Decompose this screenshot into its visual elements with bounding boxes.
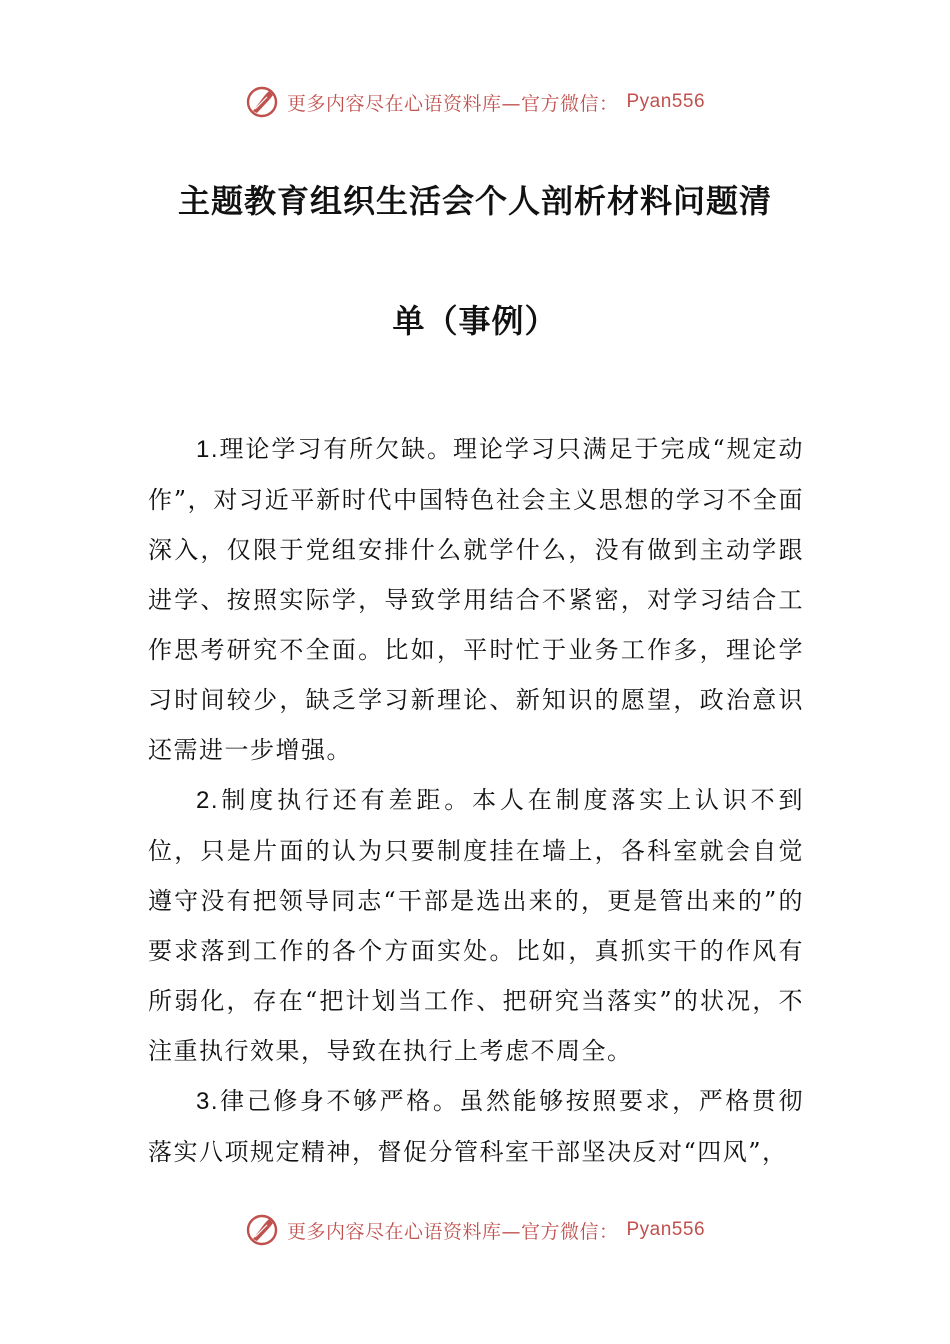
watermark-account: Pyan556 bbox=[626, 91, 706, 112]
paragraph-2 bbox=[148, 775, 804, 1076]
watermark-banner-bottom bbox=[0, 1210, 950, 1250]
pen-nib-circle-icon bbox=[245, 85, 279, 119]
pen-nib-circle-icon bbox=[245, 1213, 279, 1247]
watermark-account: Pyan556 bbox=[626, 1219, 706, 1240]
document-title-line1: 主题教育组织生活会个人剖析材料问题清 bbox=[177, 182, 772, 220]
watermark-banner-top bbox=[0, 82, 950, 122]
paragraph-text: 理论学习有所欠缺。理论学习只满足于完成“规定动作”，对习近平新时代中国特色社会主义思想的学习不全面深入，仅限于党组安排什么就学什么，没有做到主动学跟进学、按照实际学，导致学用结合不紧密，对学习结合工作思考研究不全面。比如，平时忙于业务工作多，理论学习时间较少，缺乏学习新理论、新知识的愿望，政治意识还需进一步增强。 bbox=[148, 435, 804, 764]
watermark-text: 更多内容尽在心语资料库—官方微信： bbox=[286, 1220, 619, 1243]
paragraph-number: 2. bbox=[196, 787, 220, 814]
paragraph-text: 律己修身不够严格。虽然能够按照要求，严格贯彻落实八项规定精神，督促分管科室干部坚决反对“四风”， bbox=[148, 1087, 804, 1166]
paragraph-number: 3. bbox=[196, 1088, 220, 1115]
paragraph-1 bbox=[148, 424, 804, 775]
paragraph-text: 制度执行还有差距。本人在制度落实上认识不到位，只是片面的认为只要制度挂在墙上，各科室就会自觉遵守没有把领导同志“干部是选出来的，更是管出来的”的要求落到工作的各个方面实处。比如，真抓实干的作风有所弱化，存在“把计划当工作、把研究当落实”的状况，不注重执行效果，导致在执行上考虑不周全。 bbox=[148, 786, 804, 1065]
document-body bbox=[148, 424, 804, 1177]
watermark-text: 更多内容尽在心语资料库—官方微信： bbox=[286, 92, 619, 115]
paragraph-number: 1. bbox=[196, 436, 220, 463]
document-title-line2: 单（事例） bbox=[392, 302, 558, 340]
paragraph-3 bbox=[148, 1076, 804, 1177]
